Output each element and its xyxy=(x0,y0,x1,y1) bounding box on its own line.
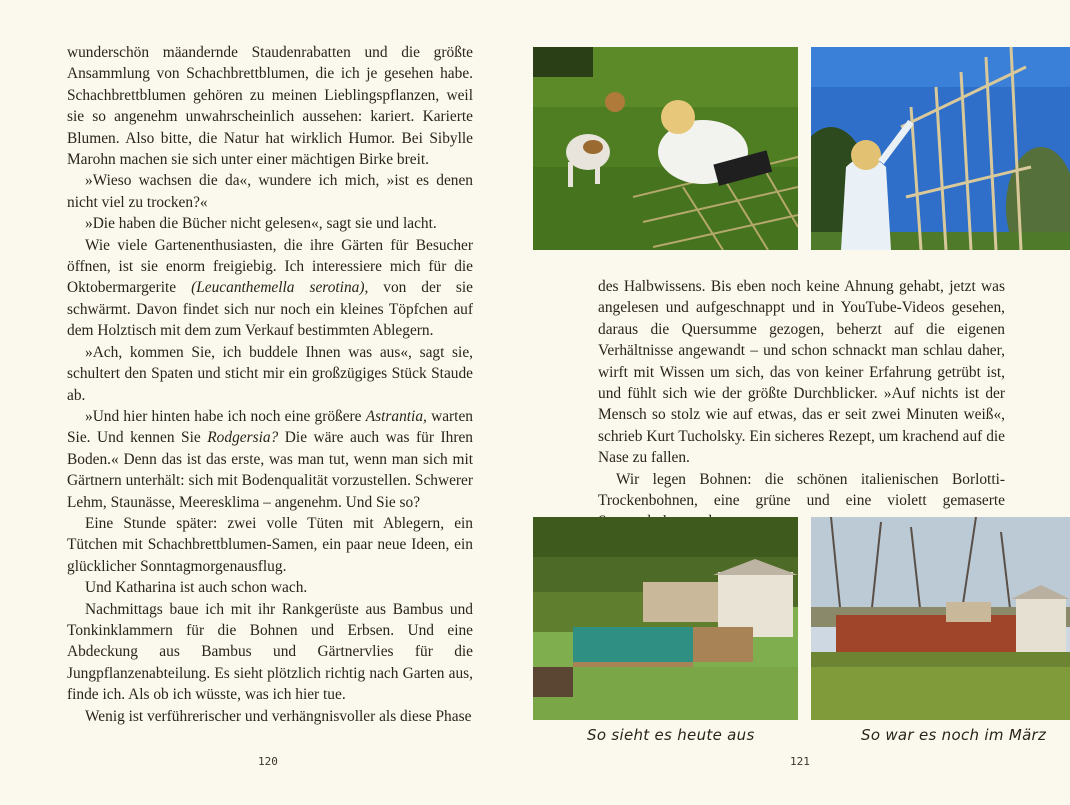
paragraph xyxy=(67,406,473,513)
paragraph xyxy=(67,235,473,342)
text-span: Die wäre auch was für Ihren Boden.« Denn das ist das erste, was man tut, wenn man sich mit Gärtnern unterhält: sich mit Bodenqualität vorzustellen. Schwerer Lehm, Staunässe, Meeresklima – angenehm. Und Sie so? xyxy=(67,429,473,511)
italic-term: Astrantia, xyxy=(365,407,427,425)
text-span: warten Sie. Und kennen Sie xyxy=(67,407,473,447)
paragraph: wunderschön mäandernde Staudenrabatten und die größte Ansammlung von Schachbrettblumen, die ich je gesehen habe. Schachbrettblumen gehören zu meinen Lieblingspflanzen, weil sie so angenehm unwahrscheinlich aussehen: kariert. Karierte Blumen. Also bitte, die Natur hat wirklich Humor. Bei Sibylle Marohn machen sie sich unter einer mächtigen Birke breit. xyxy=(67,44,473,169)
paragraph: des Halbwissens. Bis eben noch keine Ahnung gehabt, jetzt was angelesen und aufgeschnappt und in YouTube-Videos gesehen, daraus die Quersumme gezogen, beherzt auf die eigenen Verhältnisse angewandt – und schon schnackt man schlau daher, wirft mit Wissen um sich, das von keiner Erfahrung getrübt ist, und fühlt sich wie der größte Durchblicker. »Auf nichts ist der Mensch so stolz wie auf etwas, das er seit zwei Minuten weiß«, schrieb Kurt Tucholsky. Ein sicheres Rezept, um krachend auf die Nase zu fallen. xyxy=(598,278,1005,467)
paragraph: Eine Stunde später: zwei volle Tüten mit Ablegern, ein Tütchen mit Schachbrettblumen-Samen, ein paar neue Ideen, ein glücklicher Sonntagmorgenausflug. xyxy=(67,514,473,575)
italic-term: Rodgersia? xyxy=(207,429,279,447)
right-text-column xyxy=(598,276,1005,533)
caption-march: So war es noch im März xyxy=(861,726,1047,744)
text-span: »Und hier hinten habe ich noch eine größere xyxy=(85,407,362,425)
text-span: , von der sie schwärmt. Davon findet sich nur noch ein kleines Töpfchen auf dem Holztisch mit dem zum Verkauf bestimmten Ablegern. xyxy=(67,279,473,340)
text-span: Wie viele Gartenenthusiasten, die ihre Gärten für Besucher öffnen, ist sie enorm freigiebig. Ich interessiere mich für die Oktobermargerite xyxy=(67,236,473,297)
left-text-column xyxy=(67,42,473,727)
photo-bamboo-trellis xyxy=(811,47,1070,250)
paragraph: Und Katharina ist auch schon wach. xyxy=(85,579,308,597)
paragraph: Nachmittags baue ich mit ihr Rankgerüste aus Bambus und Tonkinklammern für die Bohnen und Erbsen. Und eine Abdeckung aus Bambus und Gärtnervlies für die Jungpflanzenabteilung. Es sieht plötzlich richtig nach Garten aus, finde ich. Als ob ich wüsste, was ich hier tue. xyxy=(67,600,473,704)
paragraph: »Ach, kommen Sie, ich buddele Ihnen was aus«, sagt sie, schultert den Spaten und sticht mir ein großzügiges Stück Staude ab. xyxy=(67,343,473,404)
paragraph: Wir legen Bohnen: die schönen italienischen Borlotti-Trockenbohnen, eine grüne und eine violett gemaserte xyxy=(598,470,1005,510)
photo-kneeling-with-dog xyxy=(533,47,798,250)
page-number: 120 xyxy=(258,755,278,768)
photo-garden-today xyxy=(533,517,798,720)
right-page xyxy=(535,0,1070,805)
page-number: 121 xyxy=(790,755,810,768)
paragraph: »Die haben die Bücher nicht gelesen«, sagt sie und lacht. xyxy=(85,215,437,233)
photo-garden-march xyxy=(811,517,1070,720)
paragraph: »Wieso wachsen die da«, wundere ich mich, »ist es denen nicht viel zu trocken?« xyxy=(67,172,473,211)
paragraph: Wenig ist verführerischer und verhängnisvoller als diese Phase xyxy=(85,707,472,725)
caption-today: So sieht es heute aus xyxy=(587,726,755,744)
italic-term: (Leucanthemella serotina) xyxy=(191,279,365,297)
